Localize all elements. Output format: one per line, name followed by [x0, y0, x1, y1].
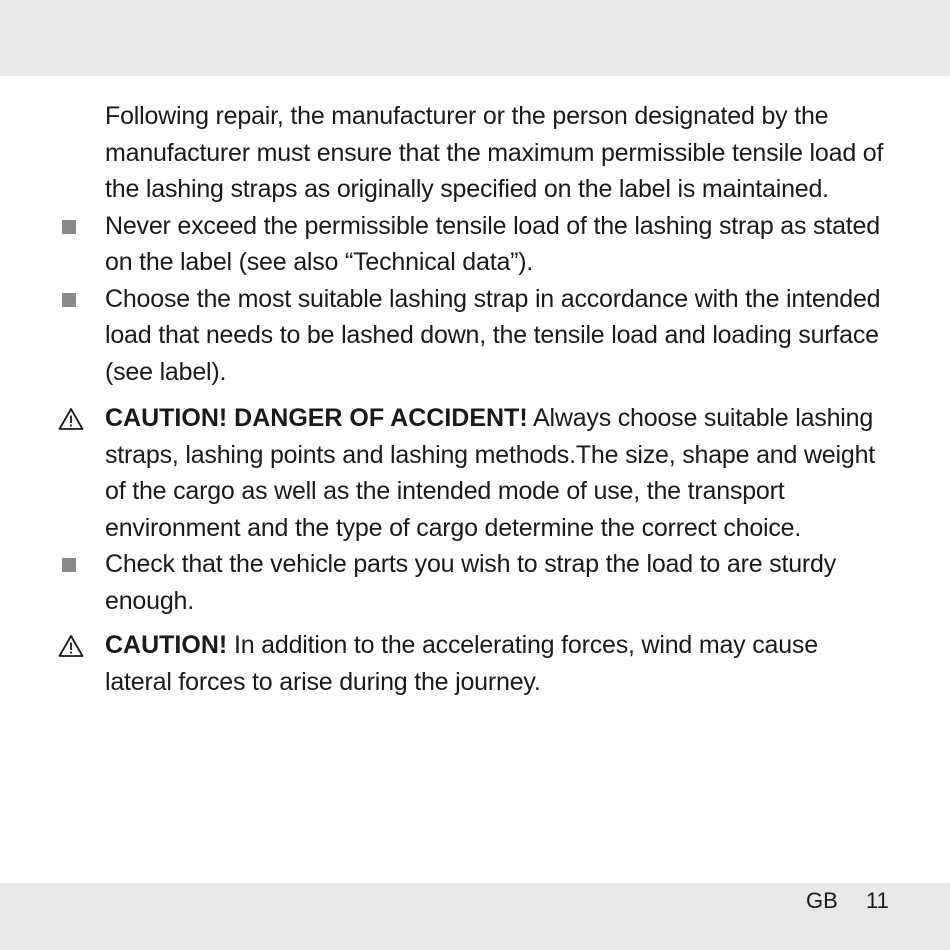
bullet-item-choose-strap	[0, 281, 950, 391]
warning-text: Always choose suitable lashing straps, lashing points and lashing methods.The size, shape and weight of the cargo as well as the intended mode of use, the transport environment and the type of cargo determine the correct choice.	[105, 404, 876, 542]
warning-lateral-forces	[0, 627, 950, 700]
warning-text: In addition to the accelerating forces, wind may cause lateral forces to arise during the journey.	[105, 631, 818, 696]
square-bullet-icon	[62, 293, 76, 307]
intro-paragraph	[0, 98, 950, 208]
footer-page-number: 11	[866, 888, 889, 913]
warning-danger-of-accident	[0, 400, 950, 546]
square-bullet-icon	[62, 220, 76, 234]
bullet-text: Never exceed the permissible tensile load of the lashing strap as stated on the label (see also “Technical data”).	[105, 211, 880, 276]
header-band	[0, 0, 950, 76]
warning-heading: CAUTION!	[105, 631, 228, 659]
warning-triangle-icon	[58, 407, 84, 431]
warning-heading: CAUTION! DANGER OF ACCIDENT!	[105, 404, 528, 432]
bullet-text: Check that the vehicle parts you wish to strap the load to are sturdy enough.	[105, 550, 837, 615]
manual-page-content	[0, 98, 950, 700]
footer-language-code: GB	[806, 888, 838, 913]
intro-text: Following repair, the manufacturer or the person designated by the manufacturer must ensure that the maximum permissible tensile load of the lashing straps as originally specified on the label is maintained.	[105, 102, 884, 203]
bullet-text: Choose the most suitable lashing strap in accordance with the intended load that needs to be lashed down, the tensile load and loading surface (see label).	[105, 284, 881, 386]
bullet-item-vehicle-parts	[0, 546, 950, 619]
square-bullet-icon	[62, 558, 76, 572]
warning-triangle-icon	[58, 634, 84, 658]
bullet-item-tensile-load	[0, 208, 950, 281]
